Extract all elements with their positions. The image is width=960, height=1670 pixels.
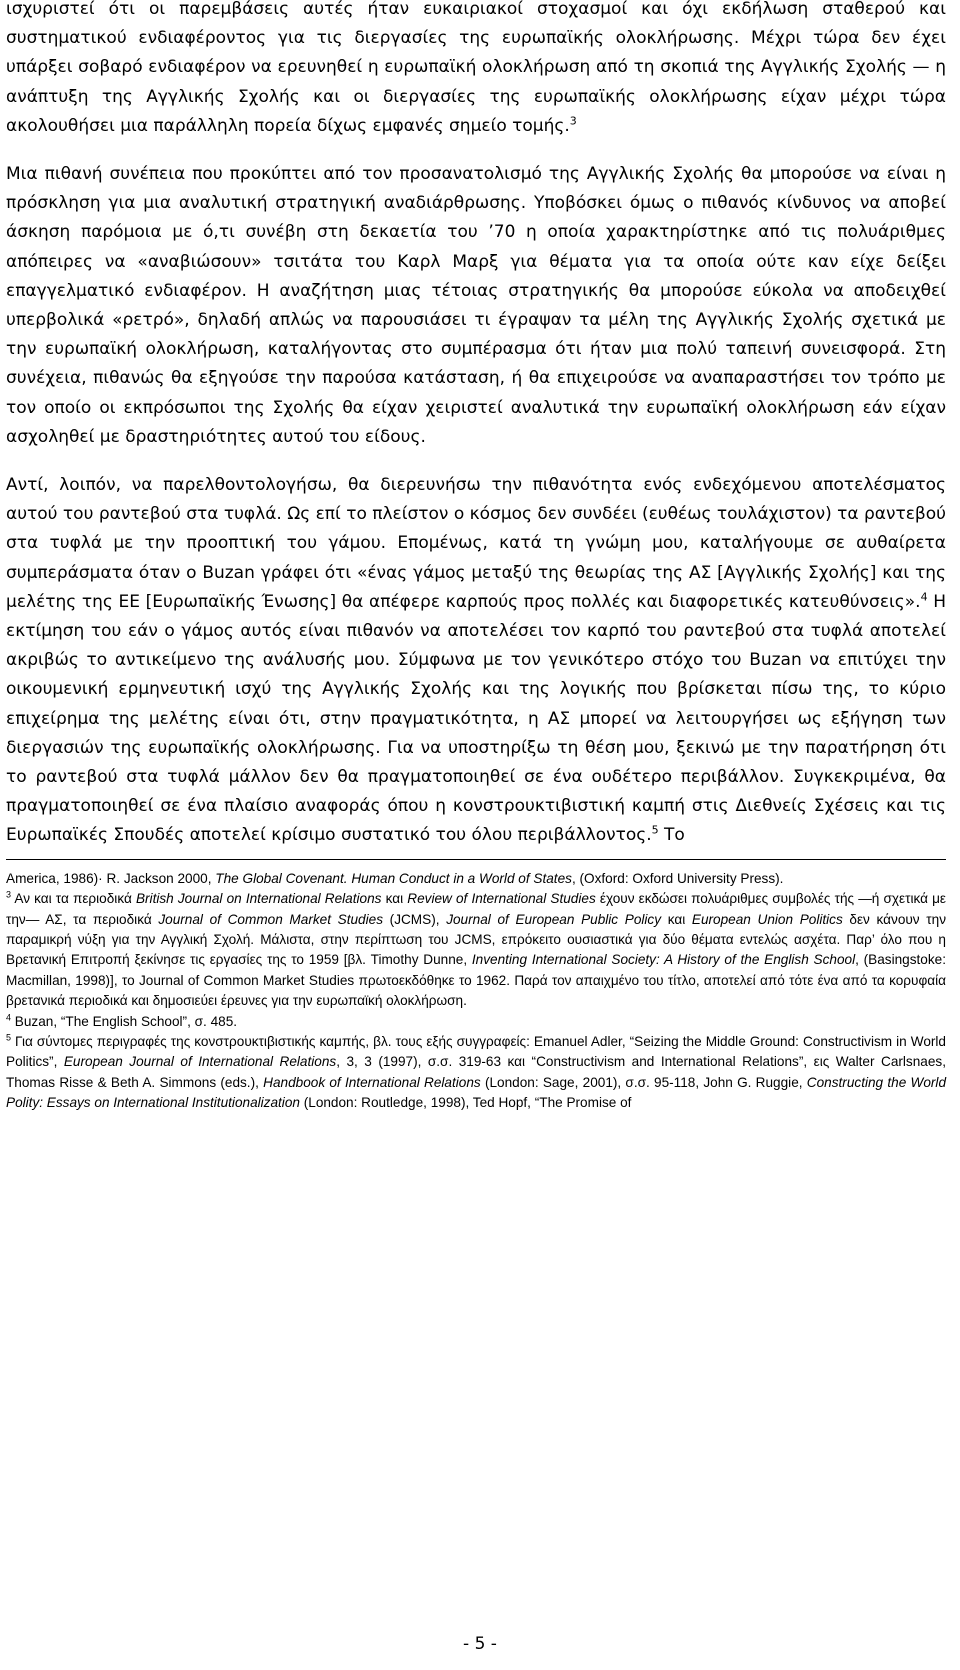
footnotes [6,869,946,1114]
paragraph-blind-date: Αντί, λοιπόν, να παρελθοντολογήσω, θα διερευνήσω την πιθανότητα ενός ενδεχόμενου αποτελέσματος αυτού του ραντεβού στα τυφλά. Ως επί το πλείστον ο κόσμος δεν συνδέει (ευθέως τουλάχιστον) τα ραντεβού στα τυφλά με την προοπτική του γάμου. Επομένως, κατά τη γνώμη μου, καταλήγουμε σε αυθαίρετα συμπεράσματα όταν ο Buzan γράφει ότι «ένας γάμος μεταξύ της θεωρίας της ΑΣ [Αγγλικής Σχολής] και της μελέτης της ΕΕ [Ευρωπαϊκής Ένωσης] θα απέφερε καρπούς προς πολλές και διαφορετικές κατευθύνσεις».$^4$ Η εκτίμηση του εάν ο γάμος αυτός είναι πιθανόν να αποτελέσει τον καρπό του ραντεβού στα τυφλά αποτελεί ακριβώς το αντικείμενο της ανάλυσής μου. Σύμφωνα με τον γενικότερο στόχο του Buzan να επιτύχει την οικουμενική ερμηνευτική ισχύ της Αγγλικής Σχολής και της λογικής που βρίσκεται πίσω της, το κύριο επιχείρημα της μελέτης είναι ότι, στην πραγματικότητα, η ΑΣ μπορεί να λειτουργήσει ως εξήγηση των διεργασιών της ευρωπαϊκής ολοκλήρωσης. Για να υποστηρίξω τη θέση μου, ξεκινώ με την παρατήρηση ότι το ραντεβού στα τυφλά μάλλον δεν θα πραγματοποιηθεί σε ένα ουδέτερο περιβάλλον. Συγκεκριμένα, θα πραγματοποιηθεί σε ένα πλαίσιο αναφοράς όπου η κονστρουκτιβιστική καμπή στις Διεθνείς Σχέσεις και τις Ευρωπαϊκές Σπουδές αποτελεί κρίσιμο συστατικό του όλου περιβάλλοντος.$^5$ Το [6,475,946,846]
footnote-separator [6,859,946,860]
footnote-number: 3 [6,889,12,900]
footnote-number: 4 [6,1012,12,1022]
footnote-number: 5 [6,1032,12,1043]
footnote-continuation: America, 1986)· R. Jackson 2000, The Global Covenant. Human Conduct in a World of States, (Oxford: Oxford University Press). [6,870,784,886]
footnote-4: $^4$ Buzan, “The English School”, σ. 485. [6,1012,238,1029]
footnote-ref-3[interactable]: 3 [569,114,577,128]
paragraph-intro: ισχυριστεί ότι οι παρεμβάσεις αυτές ήταν ευκαιριακοί στοχασμοί και όχι εκδήλωση σταθερού και συστηματικού ενδιαφέροντος για τις διεργασίες της ευρωπαϊκής ολοκλήρωσης. Μέχρι τώρα δεν έχει υπάρξει σοβαρό ενδιαφέρον να ερευνηθεί η ευρωπαϊκή ολοκλήρωση από τη σκοπιά της Αγγλικής Σχολής — η ανάπτυξη της Αγγλικής Σχολής και οι διεργασίες της ευρωπαϊκής ολοκλήρωσης είχαν μέχρι τώρα ακολουθήσει μια παράλληλη πορεία δίχως εμφανές σημείο τομής.$^3$ [6,0,946,136]
paragraph-strategy: Μια πιθανή συνέπεια που προκύπτει από τον προσανατολισμό της Αγγλικής Σχολής θα μπορούσε να είναι η πρόσκληση για μια αναλυτική στρατηγική αναδιάρθρωσης. Υποβόσκει όμως ο πιθανός κίνδυνος να αποβεί άσκηση παρόμοια με ό,τι συνέβη στη δεκαετία του ’70 η οποία χαρακτηρίστηκε από τις πολυάριθμες απόπειρες να «αναβιώσουν» τσιτάτα του Καρλ Μαρξ για θέματα για τα οποία ούτε καν είχε δείξει επαγγελματικό ενδιαφέρον. Η αναζήτηση μιας τέτοιας στρατηγικής θα μπορούσε εύκολα να αποδειχθεί υπερβολικά «ρετρό», δηλαδή απλώς να παρουσιάσει τι έγραψαν τα μέλη της Αγγλικής Σχολής σχετικά με την ευρωπαϊκή ολοκλήρωση, καταλήγοντας στο συμπέρασμα ότι ήταν μια πολύ ταπεινή συνεισφορά. Στη συνέχεια, πιθανώς θα εξηγούσε την παρούσα κατάσταση, ή θα επιχειρούσε να αναπαραστήσει τον τρόπο με τον οποίο οι εκπρόσωποι της Σχολής θα είχαν χειριστεί αναλυτικά την ευρωπαϊκή ολοκλήρωση εάν είχαν ασχοληθεί με δραστηριότητες αυτού του είδους. [6,164,946,447]
footnote-5: $^5$ Για σύντομες περιγραφές της κονστρουκτιβιστικής καμπής, βλ. τους εξής συγγραφείς: Emanuel Adler, “Seizing the Middle Ground: Constructivism in World Politics”, European Journal of International Relations, 3, 3 (1997), σ.σ. 319-63 και “Constructivism and International Relations”, εις Walter Carlsnaes, Thomas Risse & Beth A. Simmons (eds.), Handbook of International Relations (London: Sage, 2001), σ.σ. 95-118, John G. Ruggie, Constructing the World Polity: Essays on International Institutionalization (London: Routledge, 1998), Ted Hopf, “The Promise of [6,1032,947,1111]
footnote-ref-5[interactable]: 5 [651,823,659,837]
footnote-3: $^3$ Αν και τα περιοδικά British Journal on International Relations και Review of International Studies έχουν εκδώσει πολυάριθμες συμβολές τής —ή σχετικά με την— ΑΣ, τα περιοδικά Journal of Common Market Studies (JCMS), Journal of European Public Policy και European Union Politics δεν κάνουν την παραμικρή νύξη για την Αγγλική Σχολή. Μάλιστα, στην περίπτωση του JCMS, επρόκειτο ουσιαστικά για δύο θέματα εντελώς ασχέτα. Παρ’ όλο που η Βρετανική Επιτροπή ξεκίνησε τις εργασίες της το 1959 [βλ. Timothy Dunne, Inventing International Society: A History of the English School, (Basingstoke: Macmillan, 1998)], το Journal of Common Market Studies πρωτοεκδόθηκε το 1962. Παρά τον απαιχμένο του τίτλο, αποτελεί από τότε ένα από τα κορυφαία βρετανικά περιοδικά και δημοσιεύει έρευνες για την ευρωπαϊκή ολοκλήρωση. [6,889,947,1009]
page-number: - 5 - [463,1634,497,1654]
footnote-ref-4[interactable]: 4 [920,590,928,604]
main-text [6,0,946,851]
